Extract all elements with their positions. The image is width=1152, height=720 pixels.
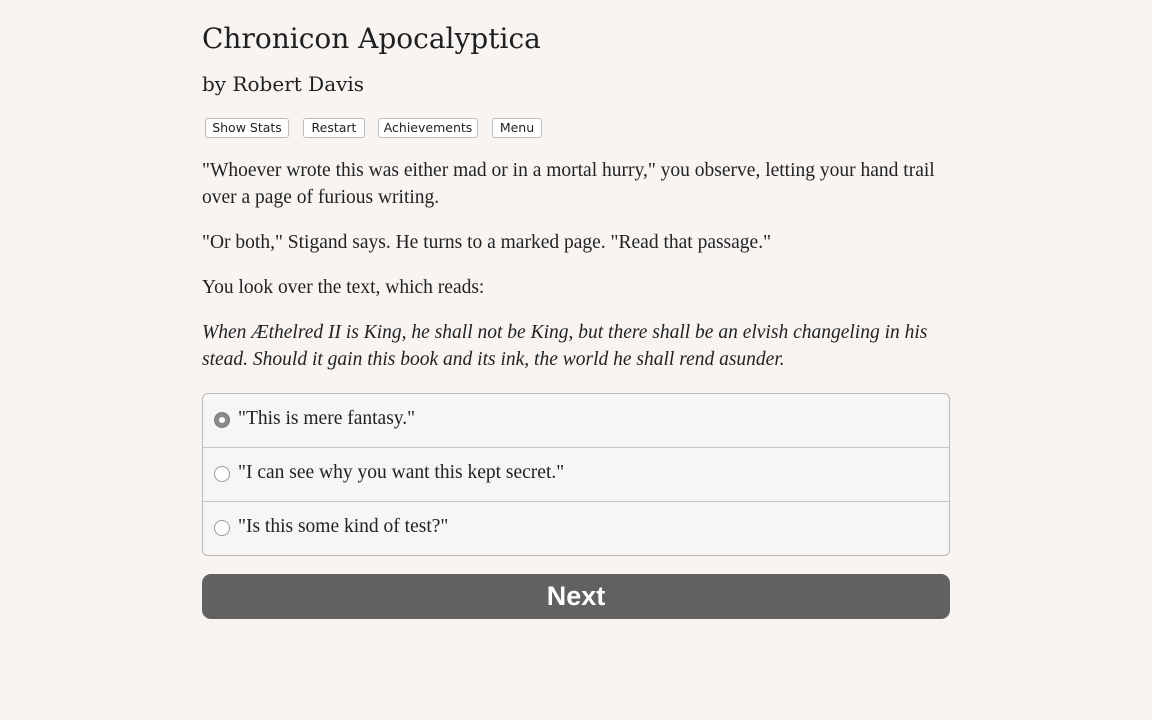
choice-label[interactable]: "Is this some kind of test?" <box>238 516 449 537</box>
show-stats-button[interactable]: Show Stats <box>205 118 289 138</box>
choice-option[interactable] <box>203 394 949 448</box>
choice-option[interactable] <box>203 502 949 556</box>
restart-button[interactable]: Restart <box>303 118 365 138</box>
story-quote: When Æthelred II is King, he shall not be King, but there shall be an elvish changeling in his stead. Should it gain this book and its ink, the world he shall rend asunder. <box>202 322 928 370</box>
story-paragraph: "Or both," Stigand says. He turns to a marked page. "Read that passage." <box>202 232 772 253</box>
choice-list <box>202 393 950 556</box>
radio-icon[interactable] <box>214 466 230 482</box>
game-author: by Robert Davis <box>202 72 365 96</box>
menu-button[interactable]: Menu <box>492 118 542 138</box>
choice-label[interactable]: "This is mere fantasy." <box>238 408 416 429</box>
choice-label[interactable]: "I can see why you want this kept secret." <box>238 462 565 483</box>
achievements-button[interactable]: Achievements <box>378 118 478 138</box>
game-title: Chronicon Apocalyptica <box>202 22 541 55</box>
story-paragraph: "Whoever wrote this was either mad or in a mortal hurry," you observe, letting your hand trail over a page of furious writing. <box>202 160 935 208</box>
choice-option[interactable] <box>203 448 949 502</box>
next-button[interactable]: Next <box>202 574 950 619</box>
radio-icon[interactable] <box>214 520 230 536</box>
radio-selected-icon[interactable] <box>214 412 230 428</box>
story-paragraph: You look over the text, which reads: <box>202 277 485 298</box>
